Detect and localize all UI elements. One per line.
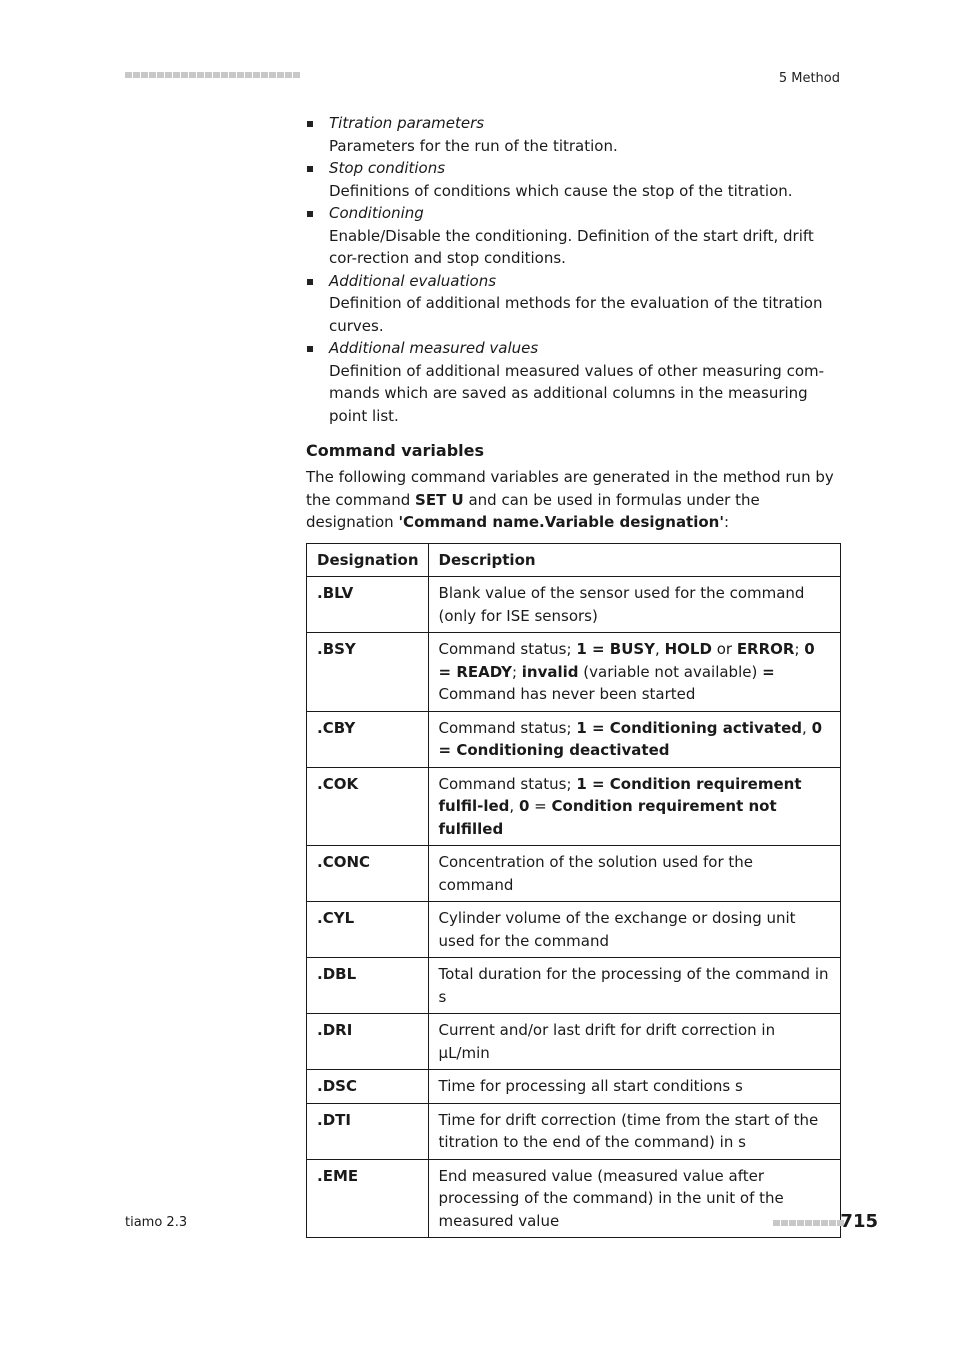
description-segment: ERROR	[736, 640, 795, 658]
list-item-title: Titration parameters	[329, 114, 485, 132]
table-row	[307, 846, 841, 902]
description-segment: 1 = Condition requirement fulfil-led	[438, 774, 802, 815]
description-segment: Blank value of the sensor used for the command (only for ISE sensors)	[438, 584, 805, 625]
variable-description	[428, 846, 840, 902]
section-heading: Command variables	[306, 441, 484, 460]
decorative-dot	[205, 72, 212, 78]
description-segment: 1 = Conditioning activated	[576, 718, 803, 737]
decorative-dot	[133, 72, 140, 78]
parameter-list	[306, 112, 840, 427]
decorative-dot	[141, 72, 148, 78]
list-item-description: Definitions of conditions which cause the stop of the titration.	[329, 181, 793, 200]
decorative-dot	[269, 72, 276, 78]
decorative-dot	[253, 72, 260, 78]
variable-designation: .EME	[307, 1159, 429, 1238]
decorative-dot	[173, 72, 180, 78]
description-segment: Command has never been started	[438, 685, 696, 703]
list-item-description: Definition of additional measured values of other measuring com-mands which are saved as additional columns in the measuring point list.	[329, 361, 825, 425]
decorative-dot	[229, 72, 236, 78]
list-item-description: Definition of additional methods for the evaluation of the titration curves.	[329, 294, 823, 335]
description-segment: (variable not available)	[578, 662, 763, 681]
header-section-title: 5 Method	[778, 71, 840, 86]
description-segment: 0 = READY	[438, 640, 815, 681]
decorative-dot	[149, 72, 156, 78]
designation-format: 'Command name.Variable designation'	[398, 513, 724, 531]
decorative-dot	[237, 72, 244, 78]
variable-description	[428, 902, 840, 958]
variable-designation: .DRI	[307, 1014, 429, 1070]
list-item-title: Additional measured values	[329, 339, 539, 357]
page-number: 715	[840, 1211, 878, 1232]
decorative-dot	[165, 72, 172, 78]
table-row	[307, 577, 841, 633]
description-segment: 0 = Conditioning deactivated	[438, 718, 822, 759]
list-item-title: Conditioning	[329, 204, 424, 222]
description-segment: Command status;	[438, 640, 577, 658]
description-segment: ,	[802, 718, 812, 737]
list-item	[306, 157, 840, 202]
variable-description	[428, 1070, 840, 1104]
list-item-title: Stop conditions	[329, 159, 446, 177]
description-segment: Cylinder volume of the exchange or dosing unit used for the command	[438, 909, 796, 950]
decorative-dot	[829, 1220, 836, 1226]
description-segment: or	[711, 640, 737, 658]
variable-description	[428, 577, 840, 633]
command-name: SET U	[415, 490, 464, 509]
description-segment: 0	[518, 797, 530, 815]
list-item	[306, 202, 840, 270]
description-segment: ,	[655, 640, 665, 658]
variable-description	[428, 711, 840, 767]
variable-description	[428, 958, 840, 1014]
description-segment: HOLD	[664, 640, 712, 658]
footer-decoration	[773, 1220, 844, 1226]
description-segment: End measured value (measured value after processing of the command) in the unit of the measured value	[438, 1166, 784, 1230]
table-row	[307, 1103, 841, 1159]
variable-designation: .BSY	[307, 633, 429, 712]
decorative-dot	[189, 72, 196, 78]
decorative-dot	[277, 72, 284, 78]
description-segment: Time for drift correction (time from the start of the titration to the end of the command) in s	[438, 1110, 819, 1151]
description-segment: =	[529, 797, 552, 815]
decorative-dot	[197, 72, 204, 78]
column-header-designation: Designation	[307, 543, 429, 577]
variable-designation: .COK	[307, 767, 429, 846]
table-row	[307, 902, 841, 958]
footer-product: tiamo 2.3	[125, 1215, 188, 1230]
list-item	[306, 337, 840, 427]
list-item-title: Additional evaluations	[329, 271, 497, 290]
variable-designation: .CBY	[307, 711, 429, 767]
description-segment: Command status;	[438, 718, 577, 737]
description-segment: ;	[511, 662, 522, 681]
description-segment: invalid	[521, 662, 579, 681]
table-row	[307, 958, 841, 1014]
decorative-dot	[781, 1220, 788, 1226]
description-segment: Condition requirement not fulfilled	[438, 797, 777, 838]
list-item	[306, 270, 840, 338]
decorative-dot	[181, 72, 188, 78]
decorative-dot	[805, 1220, 812, 1226]
description-segment: =	[762, 662, 775, 681]
column-header-description: Description	[428, 543, 840, 577]
decorative-dot	[213, 72, 220, 78]
table-row	[307, 1159, 841, 1238]
description-segment: ;	[794, 640, 805, 658]
variable-designation: .CYL	[307, 902, 429, 958]
variable-description	[428, 633, 840, 712]
decorative-dot	[293, 72, 300, 78]
decorative-dot	[285, 72, 292, 78]
list-item	[306, 112, 840, 157]
table-header-row	[307, 543, 841, 577]
decorative-dot	[221, 72, 228, 78]
decorative-dot	[261, 72, 268, 78]
section-intro: The following command variables are generated in the method run by the command SET U and can be used in formulas under the designation 'Command name.Variable designation':	[306, 468, 834, 531]
command-variables-table	[306, 543, 841, 1239]
description-segment: Total duration for the processing of the command in s	[438, 965, 829, 1006]
list-item-description: Enable/Disable the conditioning. Definition of the start drift, drift cor-rection and stop conditions.	[329, 226, 814, 267]
description-segment: Concentration of the solution used for the command	[438, 853, 754, 894]
description-segment: Current and/or last drift for drift correction in µL/min	[438, 1021, 776, 1062]
decorative-dot	[157, 72, 164, 78]
variable-designation: .DBL	[307, 958, 429, 1014]
variable-designation: .DTI	[307, 1103, 429, 1159]
decorative-dot	[821, 1220, 828, 1226]
variable-designation: .DSC	[307, 1070, 429, 1104]
decorative-dot	[813, 1220, 820, 1226]
decorative-dot	[797, 1220, 804, 1226]
variable-description	[428, 767, 840, 846]
decorative-dot	[245, 72, 252, 78]
description-segment: Time for processing all start conditions s	[438, 1077, 743, 1095]
table-row	[307, 767, 841, 846]
description-segment: ,	[509, 797, 519, 815]
decorative-dot	[773, 1220, 780, 1226]
description-segment: 1 = BUSY	[576, 640, 656, 658]
decorative-dot	[125, 72, 132, 78]
variable-description	[428, 1103, 840, 1159]
variable-designation: .CONC	[307, 846, 429, 902]
header-decoration	[125, 72, 300, 78]
table-row	[307, 633, 841, 712]
page-content	[306, 112, 840, 1238]
variable-designation: .BLV	[307, 577, 429, 633]
table-row	[307, 1014, 841, 1070]
table-row	[307, 711, 841, 767]
list-item-description: Parameters for the run of the titration.	[329, 136, 618, 155]
decorative-dot	[789, 1220, 796, 1226]
table-row	[307, 1070, 841, 1104]
variable-description	[428, 1014, 840, 1070]
description-segment: Command status;	[438, 774, 577, 793]
